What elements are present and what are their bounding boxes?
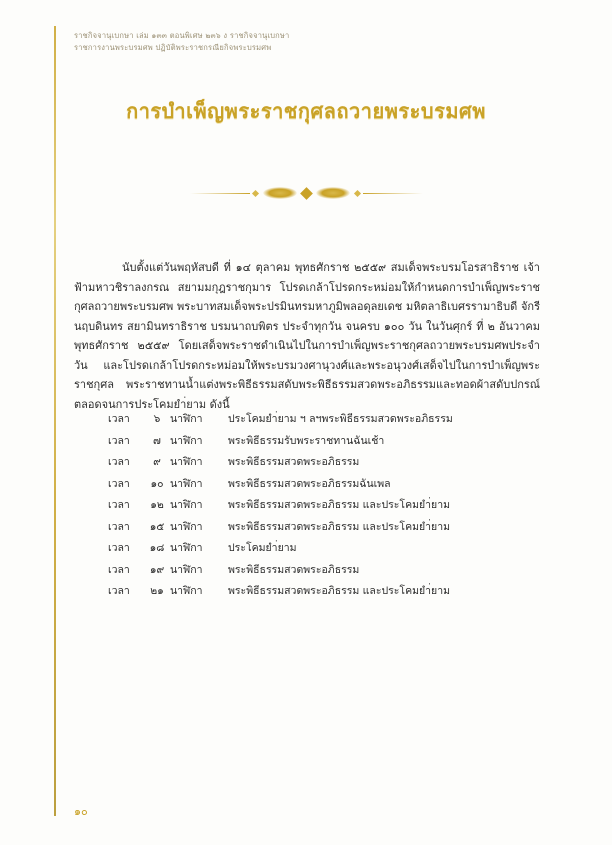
ornament-diamond-center [300, 187, 313, 200]
schedule-time: ๑๙ [149, 563, 165, 576]
schedule-time: ๑๐ [150, 477, 164, 490]
schedule-label: เวลา [108, 520, 130, 533]
schedule-time: ๑๘ [149, 542, 165, 554]
ornament-diamond-small-left [251, 189, 258, 196]
schedule-desc: พระพิธีธรรมสวดพระอภิธรรม [228, 456, 360, 468]
schedule-unit: นาฬิกา [170, 434, 203, 447]
schedule-unit: นาฬิกา [170, 499, 203, 511]
schedule-row [108, 475, 538, 497]
header-note-line-1: ราชกิจจานุเบกษา เล่ม ๑๓๓ ตอนพิเศษ ๒๓๖ ง ราชกิจจานุเบกษา [74, 31, 290, 40]
page-number: ๑๐ [74, 805, 88, 818]
schedule-desc: พระพิธีธรรมรับพระราชทานฉันเช้า [228, 434, 385, 447]
schedule-time: ๑๒ [150, 499, 164, 511]
schedule-unit: นาฬิกา [170, 563, 203, 576]
schedule-time: ๑๕ [149, 520, 165, 533]
ornament-leaf-right [316, 187, 350, 199]
schedule-time: ๗ [153, 434, 161, 447]
schedule-desc: ประโคมยำ่ยาม ฯ ลฯพระพิธีธรรมสวดพระอภิธรรม [228, 413, 453, 425]
schedule-row [108, 561, 538, 583]
schedule-row [108, 582, 538, 604]
schedule-row [108, 432, 538, 454]
schedule-unit: นาฬิกา [170, 542, 203, 554]
schedule-desc: พระพิธีธรรมสวดพระอภิธรรม และประโคมยำ่ยาม [228, 520, 451, 533]
schedule-row [108, 410, 538, 432]
schedule-desc: พระพิธีธรรมสวดพระอภิธรรม และประโคมยำ่ยาม [228, 499, 451, 511]
ornament-diamond-small-right [353, 189, 360, 196]
ornament-line-left [190, 193, 250, 194]
schedule-desc: พระพิธีธรรมสวดพระอภิธรรม และประโคมยำ่ยาม [228, 585, 451, 597]
ornament-leaf-left [263, 187, 297, 199]
schedule-label: เวลา [108, 563, 130, 576]
page-title: การบำเพ็ญพระราชกุศลถวายพระบรมศพ [126, 99, 486, 123]
header-note [74, 30, 494, 54]
schedule-list [108, 410, 538, 604]
schedule-row [108, 518, 538, 540]
gold-left-rule [54, 26, 56, 816]
schedule-row [108, 539, 538, 561]
schedule-desc: ประโคมยำ่ยาม [228, 542, 297, 554]
schedule-unit: นาฬิกา [170, 477, 203, 490]
schedule-label: เวลา [108, 434, 130, 447]
schedule-label: เวลา [108, 456, 130, 468]
schedule-desc: พระพิธีธรรมสวดพระอภิธรรมฉันเพล [228, 477, 391, 490]
schedule-time: ๖ [153, 413, 161, 425]
ornament-line-right [363, 193, 423, 194]
schedule-unit: นาฬิกา [170, 585, 203, 597]
schedule-label: เวลา [108, 499, 130, 511]
gold-divider-ornament [0, 176, 612, 210]
schedule-unit: นาฬิกา [170, 520, 203, 533]
schedule-label: เวลา [108, 413, 130, 425]
schedule-row [108, 453, 538, 475]
schedule-time: ๒๑ [150, 585, 164, 597]
header-note-line-2: ราชการงานพระบรมศพ ปฏิบัติพระราชกรณียกิจพระบรมศพ [74, 43, 272, 52]
schedule-time: ๙ [153, 456, 161, 468]
schedule-unit: นาฬิกา [170, 456, 203, 468]
body-paragraph: นับตั้งแต่วันพฤหัสบดี ที่ ๑๔ ตุลาคม พุทธศักราช ๒๕๕๙ สมเด็จพระบรมโอรสาธิราช เจ้าฟ้ามหาวชิราลงกรณ สยามมกุฎราชกุมาร โปรดเกล้าโปรดกระหม่อมให้กำหนดการบำเพ็ญพระราชกุศลถวายพระบรมศพ พระบาทสมเด็จพระปรมินทรมหาภูมิพลอดุลยเดช มหิตลาธิเบศรรามาธิบดี จักรีนฤบดินทร สยามินทราธิราช บรมนาถบพิตร ประจำทุกวัน จนครบ ๑๐๐ วัน ในวันศุกร์ ที่ ๒ อันวาคม พุทธศักราช ๒๕๕๙ โดยเสด็จพระราชดำเนินไปในการบำเพ็ญพระราชกุศลถวายพระบรมศพประจำวัน และโปรดเกล้าโปรดกระหม่อมให้พระบรมวงศานุวงศ์และพระอนุวงศ์เสด็จไปในการบำเพ็ญพระราชกุศล พระราชทานน้ำแต่งพระพิธีธรรมสดับพระพิธีธรรมสวดพระอภิธรรมและทอดผ้าสดับปกรณ์ ตลอดจนการประโคมยำ่ยาม ดังนี้ [74, 261, 540, 411]
schedule-desc: พระพิธีธรรมสวดพระอภิธรรม [228, 563, 360, 576]
schedule-label: เวลา [108, 585, 130, 597]
schedule-unit: นาฬิกา [170, 413, 203, 425]
schedule-row [108, 496, 538, 518]
schedule-label: เวลา [108, 477, 130, 490]
schedule-label: เวลา [108, 542, 130, 554]
